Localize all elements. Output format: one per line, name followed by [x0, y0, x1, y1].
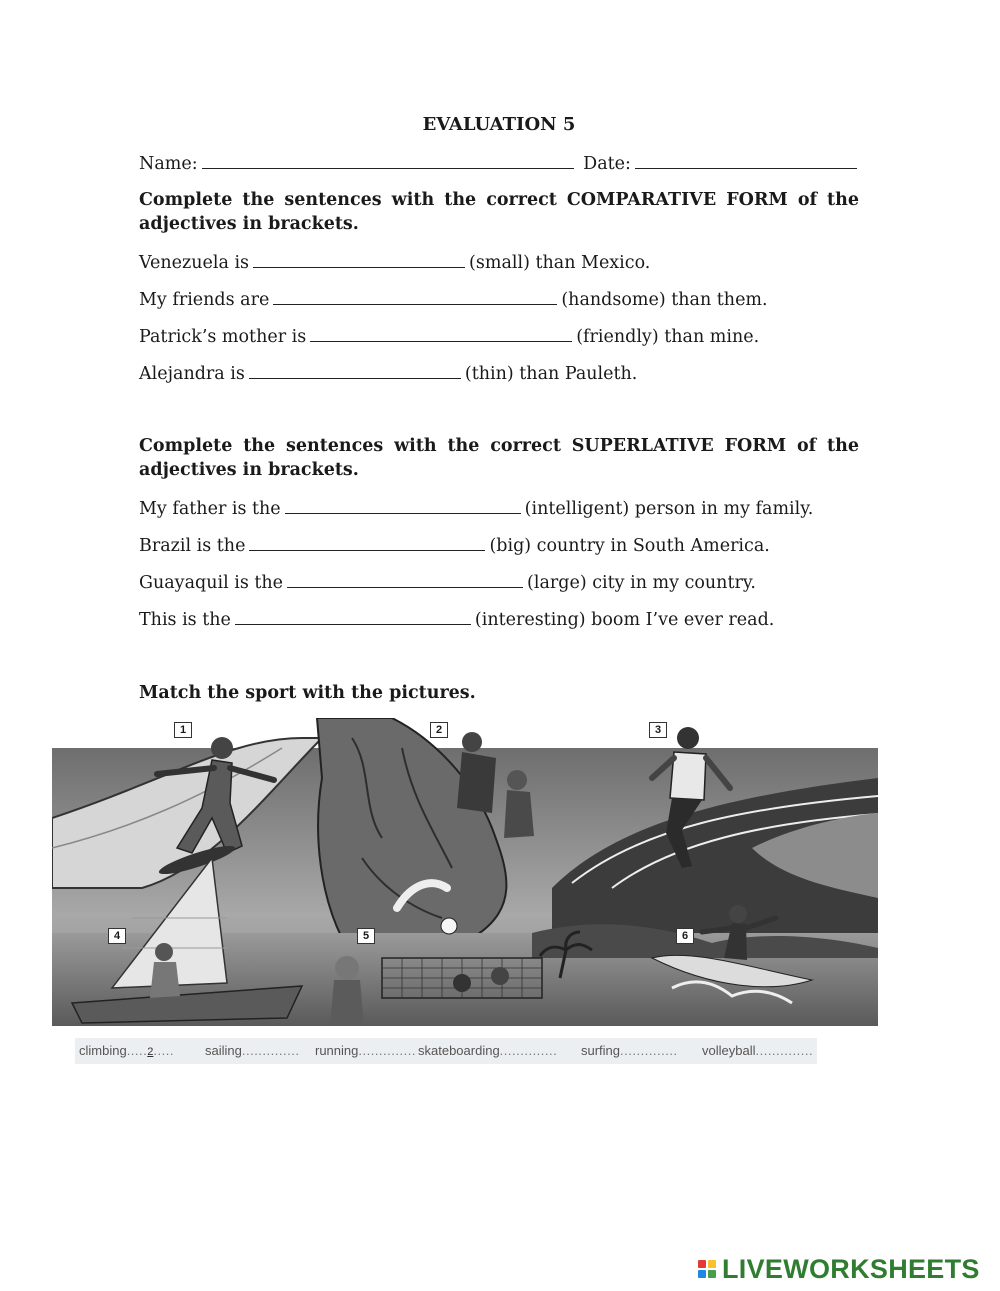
- sport-name: skateboarding: [418, 1043, 500, 1058]
- logo-icon: [698, 1260, 716, 1278]
- sports-illustration: [52, 718, 878, 1026]
- answer-dots[interactable]: ..............: [755, 1043, 814, 1058]
- sentence-end: (handsome) than them.: [561, 290, 768, 310]
- sport-name: climbing: [79, 1043, 127, 1058]
- answer-dots: .....: [153, 1043, 174, 1058]
- page-title: EVALUATION 5: [422, 114, 576, 135]
- answer-dots: .....: [126, 1043, 148, 1058]
- sentence: [139, 571, 756, 593]
- answer-blank[interactable]: [249, 362, 461, 379]
- superlative-instruction: Complete the sentences with the correct SUPERLATIVE FORM of the adjectives in brackets.: [139, 436, 859, 480]
- answer-blank[interactable]: [273, 288, 557, 305]
- sport-labels-bar: [75, 1038, 817, 1064]
- sentence-end: (large) city in my country.: [527, 573, 756, 593]
- sport-label-volleyball: [702, 1043, 813, 1058]
- answer-blank[interactable]: [235, 608, 471, 625]
- liveworksheets-logo: [698, 1254, 980, 1284]
- sentence-end: (interesting) boom I’ve ever read.: [474, 610, 775, 630]
- picture-number: 3: [649, 722, 667, 738]
- answer-value[interactable]: 2: [147, 1046, 154, 1058]
- answer-dots[interactable]: ..............: [358, 1043, 416, 1058]
- sentence-start: Venezuela is: [139, 253, 250, 273]
- answer-dots[interactable]: ..............: [620, 1043, 678, 1058]
- picture-number: 6: [676, 928, 694, 944]
- sentence: [139, 362, 637, 384]
- sport-name: surfing: [581, 1043, 621, 1058]
- sentence: [139, 251, 650, 273]
- answer-blank[interactable]: [253, 251, 465, 268]
- sentence: [139, 534, 770, 556]
- comparative-instruction: Complete the sentences with the correct COMPARATIVE FORM of the adjectives in brackets.: [139, 190, 859, 234]
- answer-blank[interactable]: [287, 571, 523, 588]
- sentence-start: This is the: [139, 610, 231, 630]
- sport-label-surfing: [581, 1043, 678, 1058]
- sentence: [139, 288, 768, 310]
- picture-number: 1: [174, 722, 192, 738]
- sentence-end: (big) country in South America.: [489, 536, 770, 556]
- answer-blank[interactable]: [285, 497, 521, 514]
- sentence-end: (small) than Mexico.: [469, 253, 651, 273]
- sentence-end: (thin) than Pauleth.: [464, 364, 638, 384]
- sentence-start: Guayaquil is the: [139, 573, 284, 593]
- sport-name: running: [315, 1043, 359, 1058]
- answer-dots[interactable]: ..............: [241, 1043, 300, 1058]
- sentence-start: Brazil is the: [139, 536, 246, 556]
- sentence: [139, 497, 813, 519]
- sentence: [139, 608, 774, 630]
- picture-number: 5: [357, 928, 375, 944]
- name-label: Name:: [139, 154, 198, 174]
- sport-label-running: [315, 1043, 416, 1058]
- sport-label-skateboarding: [418, 1043, 557, 1058]
- match-instruction: Match the sport with the pictures.: [139, 683, 476, 703]
- sentence-start: My father is the: [139, 499, 281, 519]
- name-field[interactable]: [202, 152, 574, 169]
- sport-label-climbing: [79, 1043, 174, 1058]
- sport-name: sailing: [205, 1043, 242, 1058]
- sport-label-sailing: [205, 1043, 299, 1058]
- picture-number: 4: [108, 928, 126, 944]
- sentence-start: Alejandra is: [139, 364, 245, 384]
- answer-blank[interactable]: [310, 325, 572, 342]
- name-date-row: [139, 152, 861, 174]
- answer-dots[interactable]: ..............: [499, 1043, 558, 1058]
- sports-scene-image: [52, 718, 878, 1026]
- sentence-start: Patrick’s mother is: [139, 327, 307, 347]
- logo-text: LIVEWORKSHEETS: [722, 1253, 980, 1284]
- sentence-end: (intelligent) person in my family.: [524, 499, 814, 519]
- sentence-end: (friendly) than mine.: [576, 327, 760, 347]
- sport-name: volleyball: [702, 1043, 756, 1058]
- picture-number: 2: [430, 722, 448, 738]
- sentence: [139, 325, 759, 347]
- answer-blank[interactable]: [249, 534, 485, 551]
- sentence-start: My friends are: [139, 290, 270, 310]
- date-field[interactable]: [635, 152, 857, 169]
- date-label: Date:: [583, 154, 631, 174]
